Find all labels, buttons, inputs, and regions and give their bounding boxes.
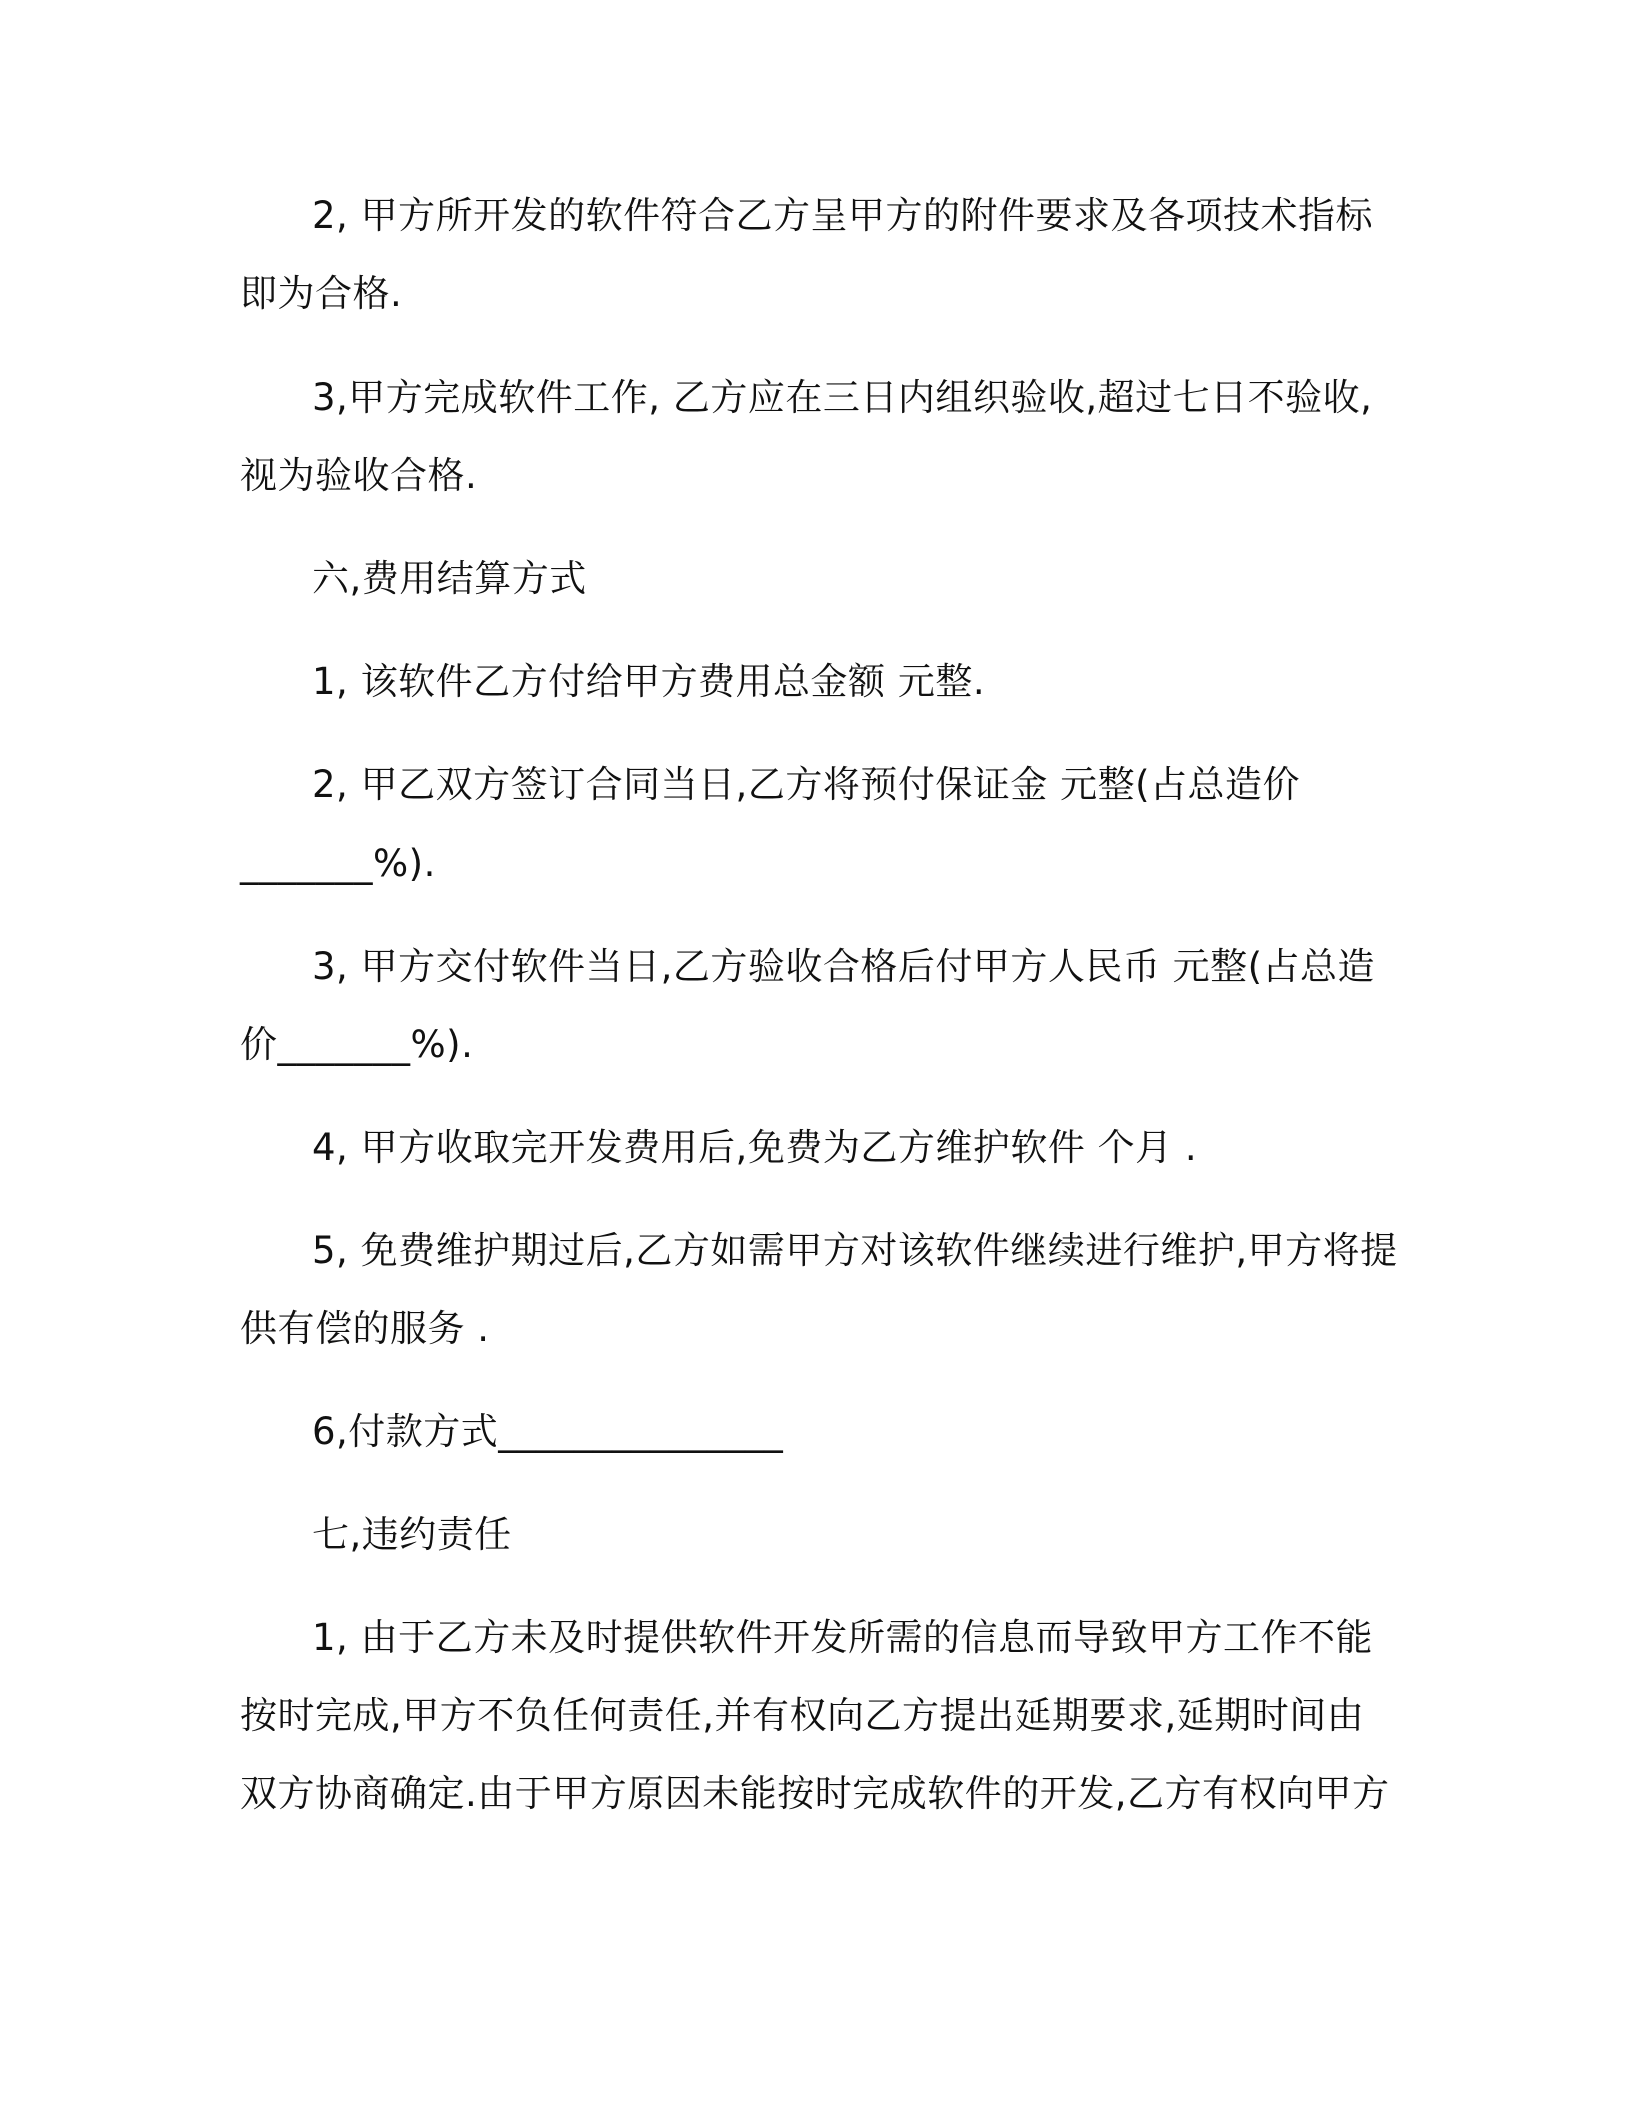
- clause-5-2-line-2: 即为合格.: [240, 272, 403, 315]
- clause-6-3-line-1: 3, 甲方交付软件当日,乙方验收合格后付甲方人民币 元整(占总造: [312, 945, 1376, 988]
- clause-6-6-line-1: 6,付款方式_______________: [312, 1410, 784, 1453]
- clause-7-1-line-1: 1, 由于乙方未及时提供软件开发所需的信息而导致甲方工作不能: [312, 1616, 1374, 1659]
- clause-5-2-line-1: 2, 甲方所开发的软件符合乙方呈甲方的附件要求及各项技术指标: [312, 194, 1374, 237]
- clause-7-1-line-2: 按时完成,甲方不负任何责任,并有权向乙方提出延期要求,延期时间由: [240, 1694, 1365, 1737]
- clause-6-3-line-2: 价_______%).: [240, 1023, 474, 1066]
- section-7-heading: 七,违约责任: [312, 1513, 512, 1556]
- clause-6-5-line-1: 5, 免费维护期过后,乙方如需甲方对该软件继续进行维护,甲方将提: [312, 1229, 1398, 1272]
- clause-6-1-line-1: 1, 该软件乙方付给甲方费用总金额 元整.: [312, 660, 986, 703]
- clause-6-2-line-1: 2, 甲乙双方签订合同当日,乙方将预付保证金 元整(占总造价: [312, 763, 1301, 806]
- clause-5-3-line-1: 3,甲方完成软件工作, 乙方应在三日内组织验收,超过七日不验收,: [312, 376, 1373, 419]
- section-6-heading: 六,费用结算方式: [312, 557, 587, 600]
- clause-7-1-line-3: 双方协商确定.由于甲方原因未能按时完成软件的开发,乙方有权向甲方: [240, 1772, 1390, 1815]
- clause-6-4-line-1: 4, 甲方收取完开发费用后,免费为乙方维护软件 个月 .: [312, 1126, 1198, 1169]
- clause-5-3-line-2: 视为验收合格.: [240, 454, 478, 497]
- clause-6-2-line-2: _______%).: [240, 842, 436, 885]
- clause-6-5-line-2: 供有偿的服务 .: [240, 1307, 490, 1350]
